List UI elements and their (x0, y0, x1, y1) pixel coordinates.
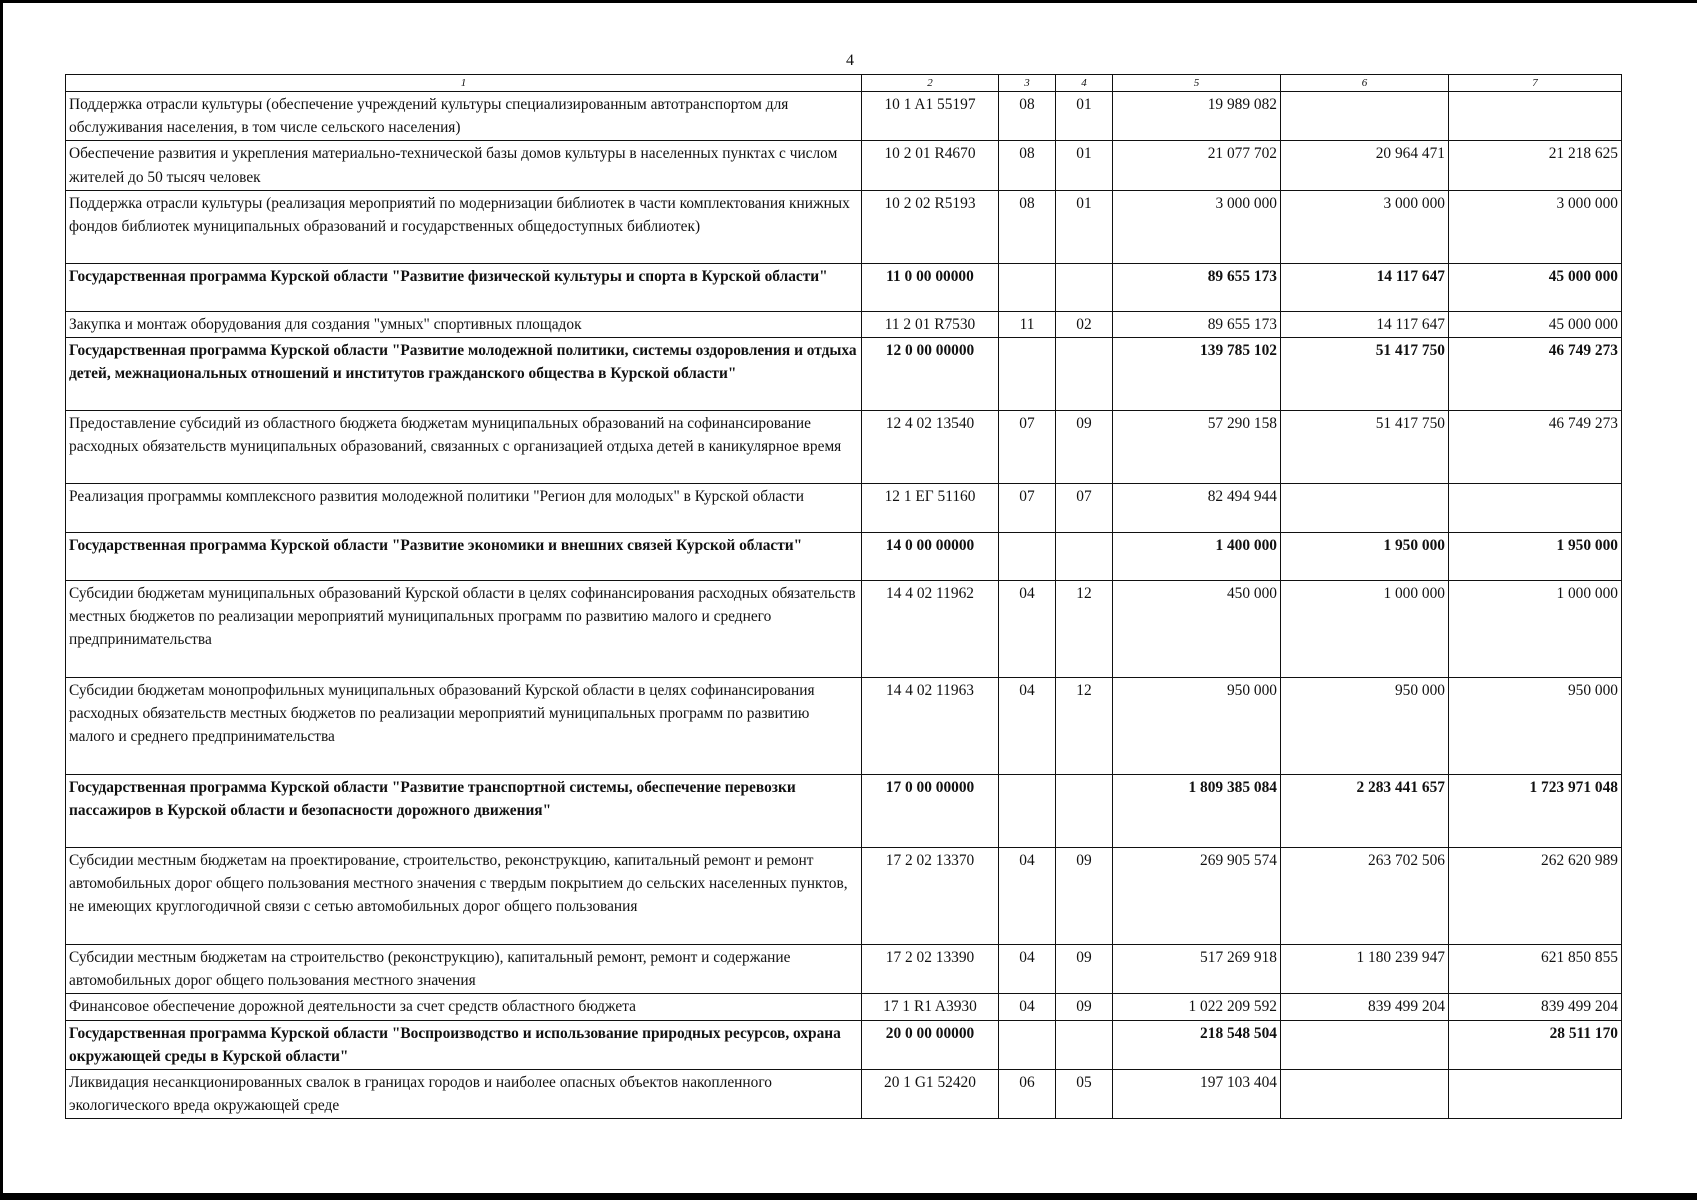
cell-pr: 01 (1056, 141, 1113, 190)
cell-rz (999, 338, 1056, 411)
cell-v2 (1281, 1020, 1449, 1069)
table-row-program (66, 263, 1622, 311)
table-row (66, 994, 1622, 1020)
cell-rz: 04 (999, 848, 1056, 945)
cell-v2: 14 117 647 (1281, 263, 1449, 311)
cell-rz (999, 775, 1056, 848)
header-col-4: 4 (1056, 75, 1113, 92)
cell-v1: 1 809 385 084 (1113, 775, 1281, 848)
cell-name: Закупка и монтаж оборудования для создания "умных" спортивных площадок (66, 311, 862, 337)
cell-rz: 07 (999, 411, 1056, 484)
cell-pr: 02 (1056, 311, 1113, 337)
table-row (66, 1070, 1622, 1119)
cell-csr: 12 4 02 13540 (862, 411, 999, 484)
cell-v3: 621 850 855 (1449, 945, 1622, 994)
cell-rz: 04 (999, 994, 1056, 1020)
cell-pr (1056, 533, 1113, 581)
cell-v3: 262 620 989 (1449, 848, 1622, 945)
table-row (66, 484, 1622, 533)
cell-v2 (1281, 92, 1449, 141)
cell-name: Государственная программа Курской области "Развитие физической культуры и спорта в Курской области" (66, 263, 862, 311)
cell-v2: 1 000 000 (1281, 581, 1449, 678)
cell-v1: 950 000 (1113, 678, 1281, 775)
cell-v3: 28 511 170 (1449, 1020, 1622, 1069)
cell-rz: 04 (999, 581, 1056, 678)
cell-csr: 11 2 01 R7530 (862, 311, 999, 337)
cell-pr: 09 (1056, 411, 1113, 484)
cell-name: Субсидии бюджетам муниципальных образований Курской области в целях софинансирования расходных обязательств местных бюджетов по реализации мероприятий муниципальных программ по развитию малого и среднего предпринимательства (66, 581, 862, 678)
cell-pr: 01 (1056, 190, 1113, 263)
cell-csr: 14 4 02 11963 (862, 678, 999, 775)
table-row (66, 311, 1622, 337)
cell-pr: 09 (1056, 945, 1113, 994)
cell-rz: 06 (999, 1070, 1056, 1119)
cell-csr: 12 1 ЕГ 51160 (862, 484, 999, 533)
header-row (66, 75, 1622, 92)
cell-v2: 839 499 204 (1281, 994, 1449, 1020)
cell-pr (1056, 263, 1113, 311)
header-col-5: 5 (1113, 75, 1281, 92)
page-number: 4 (846, 52, 854, 69)
cell-v2: 2 283 441 657 (1281, 775, 1449, 848)
cell-v3: 45 000 000 (1449, 263, 1622, 311)
table-row (66, 945, 1622, 994)
cell-name: Обеспечение развития и укрепления материально-технической базы домов культуры в населенных пунктах с числом жителей до 50 тысяч человек (66, 141, 862, 190)
cell-v1: 517 269 918 (1113, 945, 1281, 994)
cell-csr: 17 1 R1 A3930 (862, 994, 999, 1020)
cell-v3: 45 000 000 (1449, 311, 1622, 337)
cell-csr: 11 0 00 00000 (862, 263, 999, 311)
cell-pr: 05 (1056, 1070, 1113, 1119)
table-row (66, 141, 1622, 190)
header-col-3: 3 (999, 75, 1056, 92)
cell-v1: 89 655 173 (1113, 311, 1281, 337)
cell-name: Реализация программы комплексного развития молодежной политики "Регион для молодых" в Курской области (66, 484, 862, 533)
cell-csr: 14 4 02 11962 (862, 581, 999, 678)
cell-v2: 20 964 471 (1281, 141, 1449, 190)
cell-name: Предоставление субсидий из областного бюджета бюджетам муниципальных образований на софинансирование расходных обязательств муниципальных образований, связанных с организацией отдыха детей в каникулярное время (66, 411, 862, 484)
cell-v2 (1281, 1070, 1449, 1119)
cell-rz: 11 (999, 311, 1056, 337)
cell-name: Поддержка отрасли культуры (реализация мероприятий по модернизации библиотек в части комплектования книжных фондов библиотек муниципальных образований и государственных общедоступных библиотек) (66, 190, 862, 263)
cell-v1: 57 290 158 (1113, 411, 1281, 484)
cell-v1: 218 548 504 (1113, 1020, 1281, 1069)
cell-csr: 12 0 00 00000 (862, 338, 999, 411)
cell-pr: 01 (1056, 92, 1113, 141)
cell-pr: 12 (1056, 678, 1113, 775)
header-col-7: 7 (1449, 75, 1622, 92)
cell-pr (1056, 775, 1113, 848)
cell-v2: 51 417 750 (1281, 411, 1449, 484)
cell-name: Ликвидация несанкционированных свалок в границах городов и наиболее опасных объектов накопленного экологического вреда окружающей среде (66, 1070, 862, 1119)
cell-v3: 46 749 273 (1449, 411, 1622, 484)
budget-table (65, 74, 1622, 1119)
cell-rz (999, 263, 1056, 311)
cell-rz (999, 533, 1056, 581)
header-col-1: 1 (66, 75, 862, 92)
cell-v3: 1 723 971 048 (1449, 775, 1622, 848)
scan-edge-left (0, 0, 3, 1200)
cell-name: Поддержка отрасли культуры (обеспечение учреждений культуры специализированным автотранспортом для обслуживания населения, в том числе сельского населения) (66, 92, 862, 141)
cell-v2: 14 117 647 (1281, 311, 1449, 337)
cell-v2: 3 000 000 (1281, 190, 1449, 263)
cell-rz: 07 (999, 484, 1056, 533)
scan-edge-bottom (0, 1193, 1697, 1200)
cell-v3: 3 000 000 (1449, 190, 1622, 263)
cell-name: Субсидии местным бюджетам на строительство (реконструкцию), капитальный ремонт, ремонт и содержание автомобильных дорог общего пользования местного значения (66, 945, 862, 994)
cell-rz: 04 (999, 945, 1056, 994)
table-row-program (66, 338, 1622, 411)
cell-csr: 17 2 02 13390 (862, 945, 999, 994)
cell-v1: 19 989 082 (1113, 92, 1281, 141)
cell-csr: 17 0 00 00000 (862, 775, 999, 848)
cell-csr: 10 1 A1 55197 (862, 92, 999, 141)
cell-rz: 08 (999, 141, 1056, 190)
cell-pr (1056, 338, 1113, 411)
cell-v2: 1 180 239 947 (1281, 945, 1449, 994)
header-col-2: 2 (862, 75, 999, 92)
table-row-program (66, 775, 1622, 848)
cell-v1: 1 022 209 592 (1113, 994, 1281, 1020)
cell-v3: 1 950 000 (1449, 533, 1622, 581)
table-row-program (66, 1020, 1622, 1069)
cell-v1: 269 905 574 (1113, 848, 1281, 945)
cell-v2: 950 000 (1281, 678, 1449, 775)
table-row (66, 190, 1622, 263)
cell-v1: 450 000 (1113, 581, 1281, 678)
table-row-program (66, 533, 1622, 581)
cell-csr: 17 2 02 13370 (862, 848, 999, 945)
cell-csr: 10 2 02 R5193 (862, 190, 999, 263)
cell-pr: 09 (1056, 994, 1113, 1020)
cell-name: Государственная программа Курской области "Развитие экономики и внешних связей Курской области" (66, 533, 862, 581)
cell-pr (1056, 1020, 1113, 1069)
cell-v1: 139 785 102 (1113, 338, 1281, 411)
cell-csr: 14 0 00 00000 (862, 533, 999, 581)
cell-v2 (1281, 484, 1449, 533)
cell-v3: 46 749 273 (1449, 338, 1622, 411)
cell-v3: 839 499 204 (1449, 994, 1622, 1020)
cell-v3: 1 000 000 (1449, 581, 1622, 678)
cell-name: Государственная программа Курской области "Воспроизводство и использование природных ресурсов, охрана окружающей среды в Курской области" (66, 1020, 862, 1069)
cell-name: Финансовое обеспечение дорожной деятельности за счет средств областного бюджета (66, 994, 862, 1020)
table-row (66, 92, 1622, 141)
cell-v1: 197 103 404 (1113, 1070, 1281, 1119)
scan-edge-top (0, 0, 1697, 3)
cell-v1: 1 400 000 (1113, 533, 1281, 581)
cell-pr: 12 (1056, 581, 1113, 678)
cell-pr: 07 (1056, 484, 1113, 533)
cell-csr: 20 1 G1 52420 (862, 1070, 999, 1119)
cell-rz: 08 (999, 190, 1056, 263)
cell-v1: 82 494 944 (1113, 484, 1281, 533)
table-row (66, 678, 1622, 775)
cell-name: Государственная программа Курской области "Развитие транспортной системы, обеспечение перевозки пассажиров в Курской области и безопасности дорожного движения" (66, 775, 862, 848)
table-row (66, 581, 1622, 678)
cell-rz: 04 (999, 678, 1056, 775)
cell-pr: 09 (1056, 848, 1113, 945)
cell-v2: 263 702 506 (1281, 848, 1449, 945)
cell-v3 (1449, 1070, 1622, 1119)
header-col-6: 6 (1281, 75, 1449, 92)
table-row (66, 411, 1622, 484)
cell-v1: 21 077 702 (1113, 141, 1281, 190)
cell-v2: 51 417 750 (1281, 338, 1449, 411)
cell-v3 (1449, 484, 1622, 533)
cell-v1: 89 655 173 (1113, 263, 1281, 311)
table-row (66, 848, 1622, 945)
cell-csr: 10 2 01 R4670 (862, 141, 999, 190)
cell-rz (999, 1020, 1056, 1069)
cell-name: Государственная программа Курской области "Развитие молодежной политики, системы оздоровления и отдыха детей, межнациональных отношений и институтов гражданского общества в Курской области" (66, 338, 862, 411)
cell-v1: 3 000 000 (1113, 190, 1281, 263)
cell-rz: 08 (999, 92, 1056, 141)
cell-name: Субсидии бюджетам монопрофильных муниципальных образований Курской области в целях софинансирования расходных обязательств местных бюджетов по реализации мероприятий муниципальных программ по развитию малого и среднего предпринимательства (66, 678, 862, 775)
cell-v3 (1449, 92, 1622, 141)
cell-v2: 1 950 000 (1281, 533, 1449, 581)
cell-v3: 21 218 625 (1449, 141, 1622, 190)
cell-csr: 20 0 00 00000 (862, 1020, 999, 1069)
cell-name: Субсидии местным бюджетам на проектирование, строительство, реконструкцию, капитальный ремонт и ремонт автомобильных дорог общего пользования местного значения с твердым покрытием до сельских населенных пунктов, не имеющих круглогодичной связи с сетью автомобильных дорог общего пользования (66, 848, 862, 945)
cell-v3: 950 000 (1449, 678, 1622, 775)
